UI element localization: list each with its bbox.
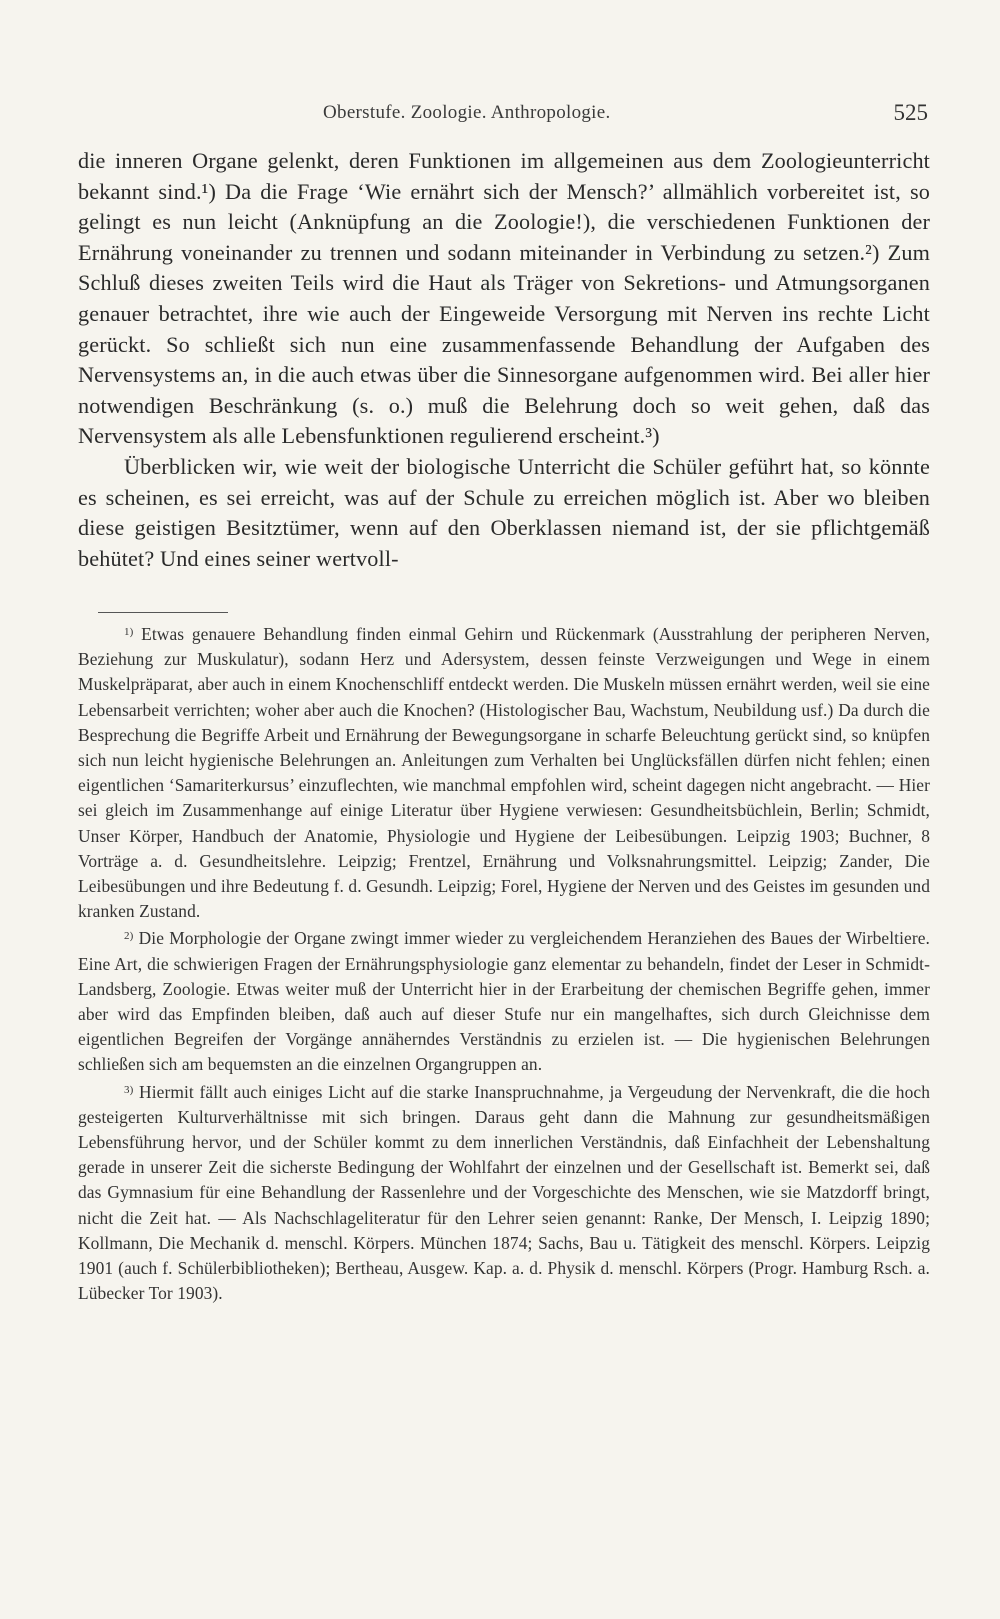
- page-number: 525: [893, 100, 928, 125]
- footnote-text: Die Morphologie der Organe zwingt immer wieder zu vergleichendem Heranziehen des Baues der Wirbeltiere. Eine Art, die schwierigen Fragen der Ernährungsphysiologie ganz elementar zu behandeln, findet der Leser in Schmidt-Landsberg, Zoologie. Etwas weiter muß der Unterricht hier in der Erarbeitung der chemischen Begriffe gehen, immer aber wird das Empfinden bleiben, daß auch auf dieser Stufe nur ein mangelhaftes, sich durch Gleichnisse dem eigentlichen Begreifen der Vorgänge annäherndes Verständnis zu erzielen ist. — Die hygienischen Belehrungen schließen sich am bequemsten an die einzelnen Organgruppen an.: [78, 928, 930, 1075]
- paragraph: die inneren Organe gelenkt, deren Funktionen im allgemeinen aus dem Zoologieunterricht bekannt sind.¹) Da die Frage ‘Wie ernährt sich der Mensch?’ allmählich vorbereitet ist, so gelingt es nun leicht (Anknüpfung an die Zoologie!), die verschiedenen Funktionen der Ernährung voneinander zu trennen und sodann miteinander in Verbindung zu setzen.²) Zum Schluß dieses zweiten Teils wird die Haut als Träger von Sekretions- und Atmungsorganen genauer betrachtet, ihre wie auch der Eingeweide Versorgung mit Nerven ins rechte Licht gerückt. So schließt sich nun eine zusammenfassende Behandlung der Aufgaben des Nervensystems an, in die auch etwas über die Sinnesorgane aufgenommen wird. Bei aller hier notwendigen Beschränkung (s. o.) muß die Belehrung doch so weit gehen, daß das Nervensystem als alle Lebensfunktionen regulierend erscheint.³): [78, 148, 930, 449]
- footnote: [78, 924, 930, 1077]
- footnote: [78, 1078, 930, 1307]
- footnote-text: Hiermit fällt auch einiges Licht auf die starke Inanspruchnahme, ja Vergeudung der Nervenkraft, die die hoch gesteigerten Kulturverhältnisse mit sich bringen. Daraus geht dann die Mahnung zur gesundheitsmäßigen Lebensführung hervor, und der Schüler kommt zu dem innerlichen Verständnis, daß Einfachheit der Lebenshaltung gerade in unserer Zeit die sicherste Bedingung der Wohlfahrt der einzelnen und der Gesellschaft ist. Bemerkt sei, daß das Gymnasium für eine Behandlung der Rassenlehre und der Vorgeschichte des Menschen, wie sie Matzdorff bringt, nicht die Zeit hat. — Als Nachschlageliteratur für den Lehrer seien genannt: Ranke, Der Mensch, I. Leipzig 1890; Kollmann, Die Mechanik d. menschl. Körpers. München 1874; Sachs, Bau u. Tätigkeit des menschl. Körpers. Leipzig 1901 (auch f. Schülerbibliotheken); Bertheau, Ausgew. Kap. a. d. Physik d. menschl. Körpers (Progr. Hamburg Rsch. a. Lübecker Tor 1903).: [78, 1081, 930, 1304]
- page-header: [78, 96, 930, 132]
- footnote-separator: [98, 612, 228, 613]
- main-text: [78, 146, 930, 574]
- footnotes: [78, 620, 930, 1306]
- footnote-text: Etwas genauere Behandlung finden einmal Gehirn und Rückenmark (Ausstrahlung der peripheren Nerven, Beziehung zur Muskulatur), sodann Herz und Adersystem, dessen feinste Verzweigungen und Wege in einem Muskelpräparat, aber auch in einem Knochenschliff entdeckt werden. Die Muskeln müssen ernährt werden, weil sie eine Lebensarbeit verrichten; woher aber auch die Knochen? (Histologischer Bau, Wachstum, Neubildung usf.) Da durch die Besprechung die Begriffe Arbeit und Ernährung der Bewegungsorgane in scharfe Beleuchtung gerückt sind, so knüpfen sich nun leicht hygienische Belehrungen an. Anleitungen zum Verhalten bei Unglücksfällen dürfen nicht fehlen; einen eigentlichen ‘Samariterkursus’ einzuflechten, wie manchmal empfohlen wird, scheint dagegen nicht angebracht. — Hier sei gleich im Zusammenhange auf einige Literatur über Hygiene verwiesen: Gesundheitsbüchlein, Berlin; Schmidt, Unser Körper, Handbuch der Anatomie, Physiologie und Hygiene der Leibesübungen. Leipzig 1903; Buchner, 8 Vorträge a. d. Gesundheitslehre. Leipzig; Frentzel, Ernährung und Volksnahrungsmittel. Leipzig; Zander, Die Leibesübungen und ihre Bedeutung f. d. Gesundh. Leipzig; Forel, Hygiene der Nerven und des Geistes im gesunden und kranken Zustand.: [78, 624, 930, 922]
- running-head: Oberstufe. Zoologie. Anthropologie.: [323, 102, 611, 123]
- paragraph: Überblicken wir, wie weit der biologische Unterricht die Schüler geführt hat, so könnte es scheinen, es sei erreicht, was auf der Schule zu erreichen möglich ist. Aber wo bleiben diese geistigen Besitztümer, wenn auf den Oberklassen niemand ist, der sie pflichtgemäß behütet? Und eines seiner wertvoll-: [78, 453, 930, 571]
- footnote-marker: 3): [124, 1083, 134, 1096]
- footnote-marker: 1): [124, 626, 134, 638]
- footnote: [78, 620, 930, 924]
- footnote-marker: 2): [124, 930, 134, 943]
